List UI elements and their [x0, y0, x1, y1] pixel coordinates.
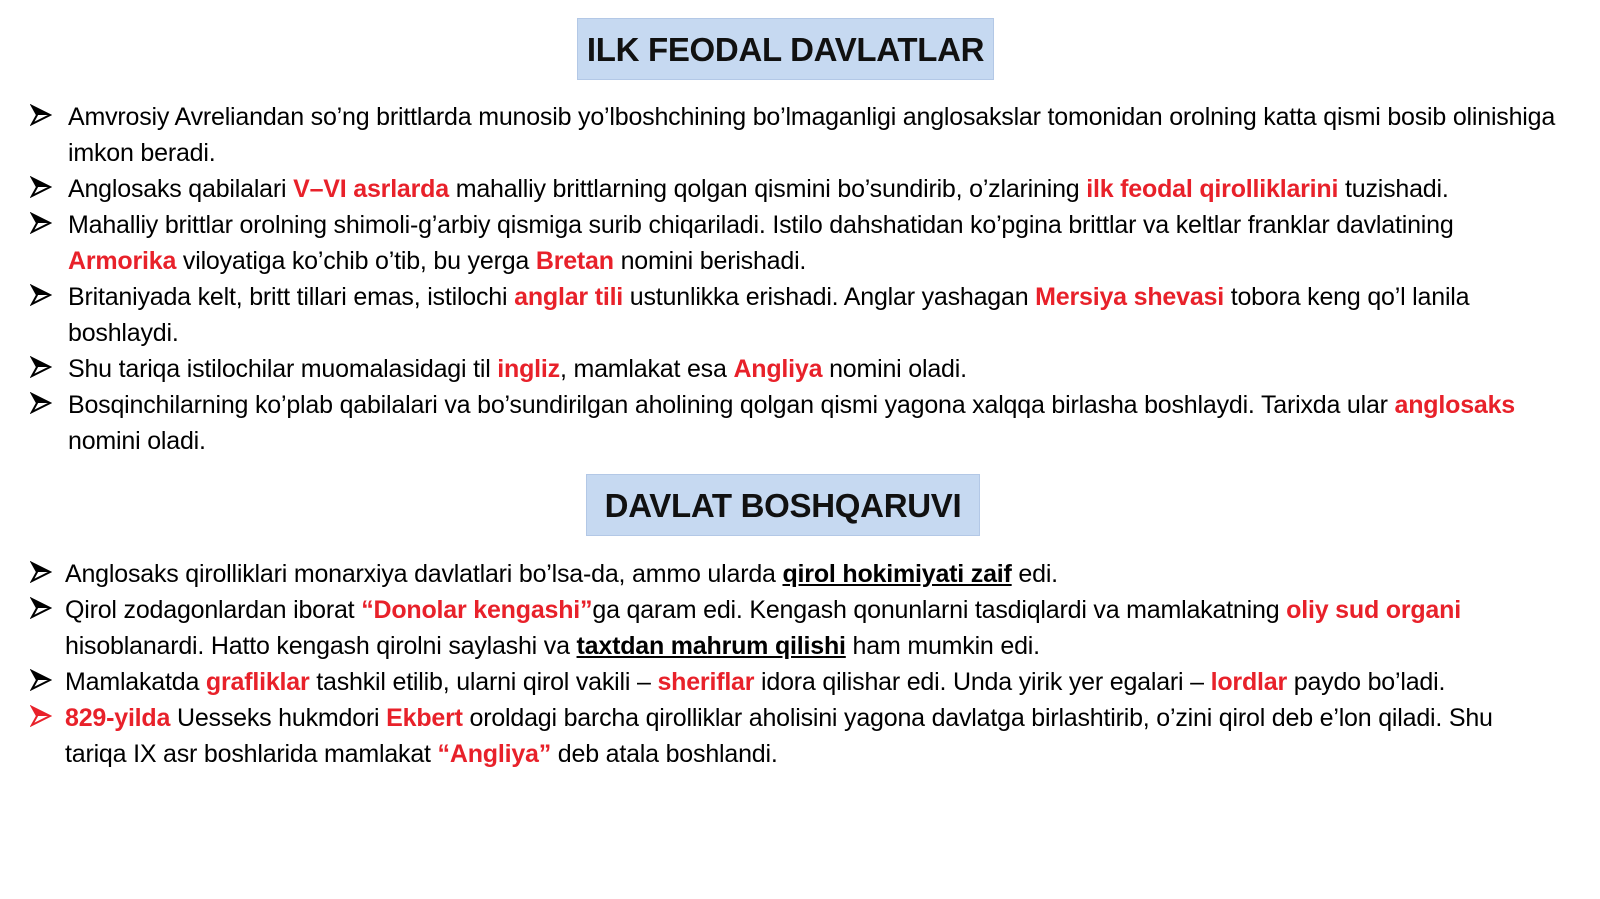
item-text: oroldagi barcha qirolliklar aholisini yagona davlatga birlashtirib, o’zini qirol deb e’lon qiladi. Shu tariqa IX asr boshlarida mamlakat — [65, 704, 1493, 768]
highlighted-term: Bretan — [535, 247, 614, 275]
item-text: tuzishadi. — [1338, 175, 1449, 203]
section-title-davlat-boshqaruvi: DAVLAT BOSHQARUVI — [586, 474, 980, 536]
highlighted-term: ilk feodal qirolliklarini — [1086, 175, 1339, 203]
item-text: Britaniyada kelt, britt tillari emas, istilochi — [68, 283, 515, 311]
item-text: Uesseks hukmdori — [170, 704, 387, 732]
highlighted-term: V–VI asrlarda — [293, 175, 449, 203]
item-text: ga qaram edi. Kengash qonunlarni tasdiqlardi va mamlakatning — [592, 596, 1287, 624]
highlighted-term: lordlar — [1210, 668, 1287, 696]
arrow-bullet-icon — [30, 705, 52, 727]
item-text: Bosqinchilarning ko’plab qabilalari va bo’sundirilgan aholining qolgan qismi yagona xalqqa birlasha boshlaydi. Tarixda ular — [68, 391, 1395, 419]
item-text: mahalliy brittlarning qolgan qismini bo’sundirib, o’zlarining — [448, 175, 1087, 203]
list-item — [30, 99, 1560, 171]
list-item — [30, 664, 1560, 700]
item-text: Mamlakatda — [65, 668, 206, 696]
list-item — [30, 279, 1560, 351]
item-text: Anglosaks qirolliklari monarxiya davlatlari bo’lsa-da, ammo ularda — [65, 560, 783, 588]
arrow-bullet-icon — [30, 176, 52, 198]
highlighted-term: Armorika — [68, 247, 177, 275]
item-text: tashkil etilib, ularni qirol vakili – — [309, 668, 658, 696]
item-text: viloyatiga ko’chib o’tib, bu yerga — [176, 247, 536, 275]
arrow-bullet-icon — [30, 104, 52, 126]
highlighted-term: Mersiya shevasi — [1035, 283, 1224, 311]
bullet-list-davlat-boshqaruvi — [30, 556, 1560, 772]
arrow-bullet-icon — [30, 392, 52, 414]
arrow-bullet-icon — [30, 212, 52, 234]
underlined-term: taxtdan mahrum qilishi — [576, 632, 846, 660]
item-text: Amvrosiy Avreliandan so’ng brittlarda munosib yo’lboshchining bo’lmaganligi anglosakslar tomonidan orolning katta qismi bosib olinishiga imkon beradi. — [68, 103, 1556, 167]
arrow-bullet-icon — [30, 284, 52, 306]
underlined-term: qirol hokimiyati zaif — [782, 560, 1012, 588]
item-text: idora qilishar edi. Unda yirik yer egalari – — [754, 668, 1211, 696]
item-text: paydo bo’ladi. — [1287, 668, 1446, 696]
list-item — [30, 700, 1560, 772]
arrow-bullet-icon — [30, 561, 52, 583]
item-text: nomini berishadi. — [613, 247, 807, 275]
arrow-bullet-icon — [30, 356, 52, 378]
highlighted-term: 829-yilda — [65, 704, 171, 732]
highlighted-term: “Donolar kengashi” — [361, 596, 593, 624]
arrow-bullet-icon — [30, 597, 52, 619]
highlighted-term: Angliya — [733, 355, 823, 383]
highlighted-term: ingliz — [497, 355, 560, 383]
item-text: ham mumkin edi. — [845, 632, 1040, 660]
list-item — [30, 556, 1560, 592]
list-item — [30, 171, 1560, 207]
item-text: hisoblanardi. Hatto kengash qirolni saylashi va — [65, 632, 577, 660]
item-text: edi. — [1011, 560, 1058, 588]
item-text: nomini oladi. — [822, 355, 967, 383]
highlighted-term: “Angliya” — [437, 740, 552, 768]
highlighted-term: sheriflar — [657, 668, 755, 696]
highlighted-term: oliy sud organi — [1286, 596, 1461, 624]
item-text: ustunlikka erishadi. Anglar yashagan — [623, 283, 1036, 311]
list-item — [30, 387, 1560, 459]
item-text: deb atala boshlandi. — [551, 740, 778, 768]
list-item — [30, 351, 1560, 387]
list-item — [30, 592, 1560, 664]
item-text: Anglosaks qabilalari — [68, 175, 294, 203]
item-text: , mamlakat esa — [559, 355, 734, 383]
item-text: nomini oladi. — [68, 427, 206, 455]
list-item — [30, 207, 1560, 279]
item-text: tobora keng qo’l lanila boshlaydi. — [68, 283, 1470, 347]
highlighted-term: grafliklar — [205, 668, 310, 696]
item-text: Mahalliy brittlar orolning shimoli-g’arbiy qismiga surib chiqariladi. Istilo dahshatidan ko’pgina brittlar va keltlar franklar davlatining — [68, 211, 1454, 239]
item-text: Qirol zodagonlardan iborat — [65, 596, 362, 624]
highlighted-term: anglar tili — [514, 283, 624, 311]
highlighted-term: Ekbert — [386, 704, 463, 732]
bullet-list-ilk-feodal-davlatlar — [30, 99, 1560, 459]
highlighted-term: anglosaks — [1394, 391, 1516, 419]
section-title-ilk-feodal-davlatlar: ILK FEODAL DAVLATLAR — [577, 18, 994, 80]
arrow-bullet-icon — [30, 669, 52, 691]
item-text: Shu tariqa istilochilar muomalasidagi til — [68, 355, 498, 383]
